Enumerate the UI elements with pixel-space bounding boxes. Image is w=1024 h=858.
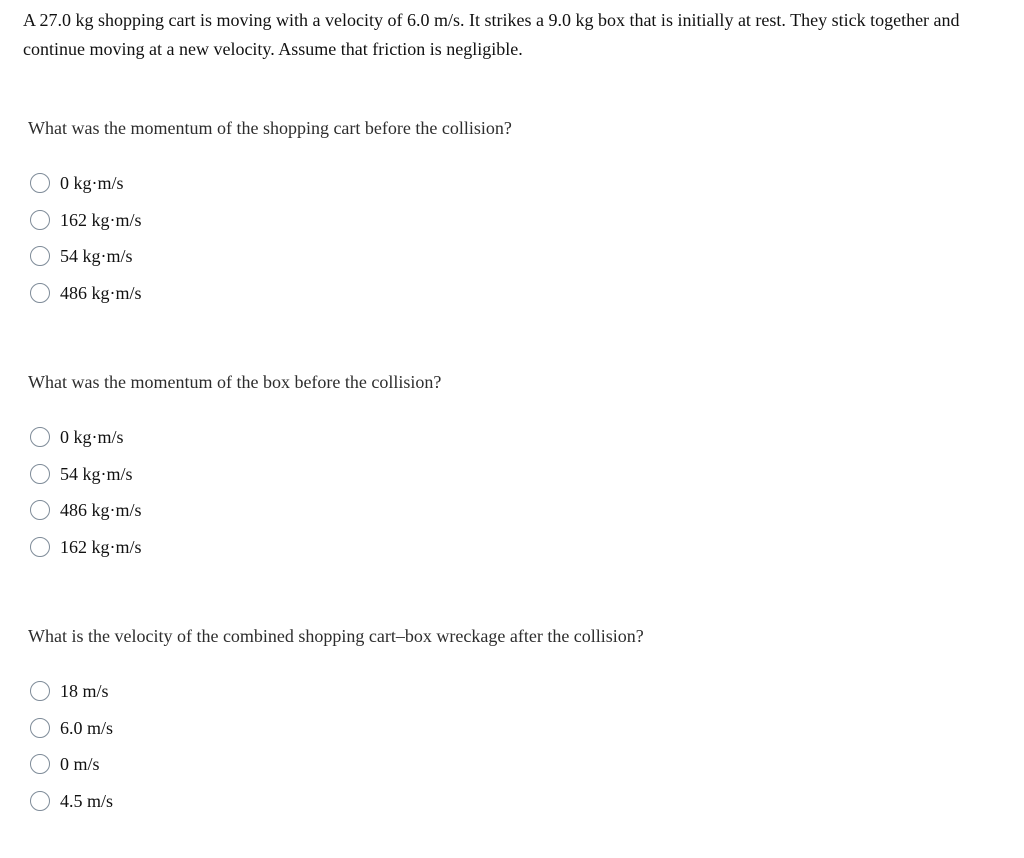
question-3-option-3[interactable] [30, 746, 113, 783]
radio-button[interactable] [30, 246, 50, 266]
radio-button[interactable] [30, 718, 50, 738]
question-3-option-1[interactable] [30, 673, 113, 710]
question-2-option-2[interactable] [30, 456, 142, 493]
option-label: 54 kg·m/s [60, 246, 133, 267]
option-label: 54 kg·m/s [60, 463, 133, 484]
option-label: 18 m/s [60, 681, 109, 702]
question-1-option-4[interactable] [30, 275, 142, 312]
radio-button[interactable] [30, 754, 50, 774]
radio-button[interactable] [30, 791, 50, 811]
option-label: 4.5 m/s [60, 791, 114, 812]
question-2-options [30, 419, 142, 565]
question-3-text: What is the velocity of the combined shopping cart–box wreckage after the collision? [28, 626, 644, 646]
option-label: 486 kg·m/s [60, 283, 142, 304]
question-2-text: What was the momentum of the box before the collision? [28, 372, 442, 392]
problem-statement: A 27.0 kg shopping cart is moving with a velocity of 6.0 m/s. It strikes a 9.0 kg box that is initially at rest. They stick together and continue moving at a new velocity. Assume that friction is negligible. [23, 10, 960, 59]
option-label: 162 kg·m/s [60, 537, 142, 558]
question-3-option-4[interactable] [30, 783, 113, 820]
question-1-option-2[interactable] [30, 202, 142, 239]
question-3-option-2[interactable] [30, 710, 113, 747]
question-1-options [30, 165, 142, 311]
option-label: 162 kg·m/s [60, 209, 142, 230]
question-2-option-4[interactable] [30, 529, 142, 566]
question-1-option-3[interactable] [30, 238, 142, 275]
option-label: 0 kg·m/s [60, 427, 124, 448]
radio-button[interactable] [30, 537, 50, 557]
option-label: 6.0 m/s [60, 717, 114, 738]
question-1-text: What was the momentum of the shopping cart before the collision? [28, 118, 512, 138]
option-label: 486 kg·m/s [60, 500, 142, 521]
radio-button[interactable] [30, 681, 50, 701]
radio-button[interactable] [30, 210, 50, 230]
radio-button[interactable] [30, 427, 50, 447]
radio-button[interactable] [30, 464, 50, 484]
radio-button[interactable] [30, 500, 50, 520]
radio-button[interactable] [30, 283, 50, 303]
radio-button[interactable] [30, 173, 50, 193]
question-3-options [30, 673, 113, 819]
question-2-option-3[interactable] [30, 492, 142, 529]
question-2-option-1[interactable] [30, 419, 142, 456]
option-label: 0 m/s [60, 754, 100, 775]
question-1-option-1[interactable] [30, 165, 142, 202]
option-label: 0 kg·m/s [60, 173, 124, 194]
